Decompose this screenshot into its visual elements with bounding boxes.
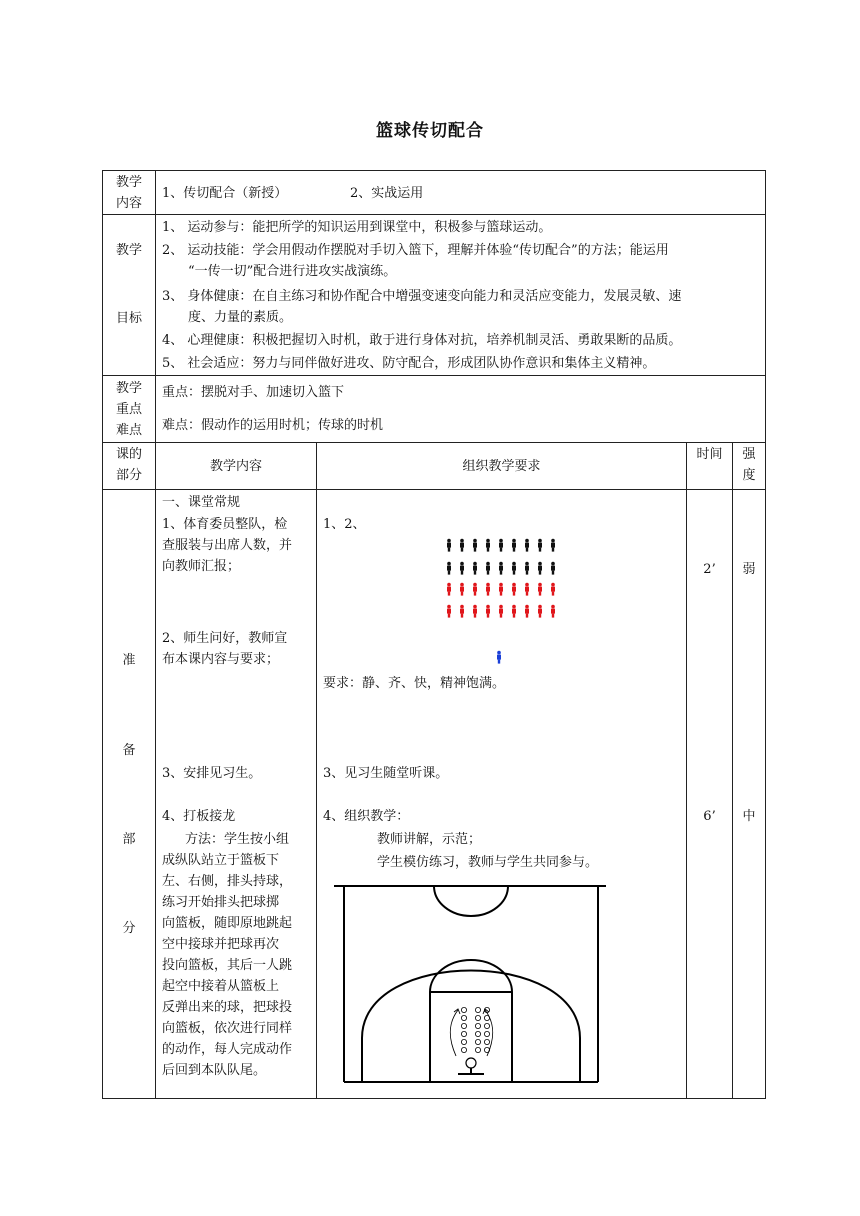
org-step-4-practice: 学生模仿练习，教师与学生共同参与。 (377, 855, 599, 870)
student-figure (447, 539, 451, 552)
header-content: 教学内容 (209, 459, 262, 474)
player-marker (475, 1007, 480, 1012)
student-figure (447, 583, 451, 596)
player-marker (461, 1047, 466, 1052)
student-figure (525, 583, 529, 596)
content-step-1: 1、体育委员整队，检 查服装与出席人数，并 向教师汇报； (162, 517, 293, 574)
student-figure (551, 539, 555, 552)
time-value-1: 2’ (703, 562, 716, 577)
student-figure (525, 539, 529, 552)
student-figure (525, 562, 529, 575)
student-figure (512, 562, 516, 575)
org-step-4-title: 4、组织教学： (323, 809, 410, 824)
student-figure (551, 583, 555, 596)
player-marker (461, 1023, 466, 1028)
key-focus: 重点：摆脱对手、加速切入篮下 (162, 385, 345, 400)
content-step-2: 2、师生问好，教师宣 布本课内容与要求； (162, 631, 288, 667)
time-value-2: 6’ (703, 809, 716, 824)
table-border (102, 1098, 766, 1099)
hoop-icon (466, 1058, 476, 1068)
player-marker (461, 1039, 466, 1044)
player-marker (461, 1007, 466, 1012)
formation-diagram (430, 530, 570, 670)
student-figure (460, 605, 464, 618)
content-step-4-method: 方法：学生按小组 成纵队站立于篮板下 左、右侧，排头持球， 练习开始排头把球掷 向篮板，随即原地跳起 空中接球并把球再次 投向篮板，其后一人跳 起空中接着从篮板上 反弹出来的球，把球投 向篮板，依次进行同样 的动作，每人完成动作 后回到本队队尾。 (162, 832, 293, 1078)
org-step-4-explain: 教师讲解，示范； (377, 832, 482, 847)
goal-item: 5、 社会适应：努力与同伴做好进攻、防守配合，形成团队协作意识和集体主义精神。 (162, 356, 656, 371)
intensity-value-2: 中 (742, 809, 756, 824)
player-marker (475, 1023, 480, 1028)
table-border (155, 170, 156, 1099)
student-figure (486, 605, 490, 618)
student-figure (447, 605, 451, 618)
student-figure (538, 562, 542, 575)
table-border (102, 442, 766, 443)
content-item-2: 2、实战运用 (350, 186, 424, 201)
player-marker (484, 1031, 489, 1036)
goals-label-top: 教学 (115, 243, 142, 258)
table-border (686, 442, 687, 1099)
goal-item: 1、 运动参与：能把所学的知识运用到课堂中，积极参与篮球运动。 (162, 220, 552, 235)
student-figure (512, 605, 516, 618)
org-step-3: 3、见习生随堂听课。 (323, 766, 449, 781)
table-border (765, 170, 766, 1099)
student-figure (538, 539, 542, 552)
table-border (102, 375, 766, 376)
table-border (732, 442, 733, 1099)
student-figure (499, 562, 503, 575)
court-diagram (330, 878, 610, 1090)
player-marker (475, 1015, 480, 1020)
part-char: 分 (122, 921, 136, 936)
goal-item: 2、 运动技能：学会用假动作摆脱对手切入篮下，理解并体验“传切配合”的方法；能运用 “一传一切”配合进行进攻实战演练。 (162, 243, 669, 279)
teacher-figure (497, 651, 501, 664)
player-marker (484, 1039, 489, 1044)
student-figure (486, 583, 490, 596)
student-figure (551, 605, 555, 618)
student-figure (538, 605, 542, 618)
org-step-1-2: 1、2、 (323, 517, 366, 532)
student-figure (499, 583, 503, 596)
content-step-3: 3、安排见习生。 (162, 766, 262, 781)
key-difficulty: 难点：假动作的运用时机；传球的时机 (162, 418, 384, 433)
content-step-4-title: 4、打板接龙 (162, 809, 236, 824)
header-time: 时间 (696, 447, 723, 462)
org-requirement: 要求：静、齐、快，精神饱满。 (323, 676, 506, 691)
student-figure (447, 562, 451, 575)
student-figure (473, 605, 477, 618)
player-marker (484, 1023, 489, 1028)
player-marker (475, 1047, 480, 1052)
page-title: 篮球传切配合 (376, 121, 484, 141)
content-routine-title: 一、课堂常规 (162, 495, 241, 510)
goals-label-bottom: 目标 (115, 311, 142, 326)
student-figure (525, 605, 529, 618)
header-intensity: 强 度 (742, 447, 756, 483)
goal-item: 4、 心理健康：积极把握切入时机，敢于进行身体对抗，培养机制灵活、勇敢果断的品质。 (162, 333, 682, 348)
part-char: 部 (122, 832, 136, 847)
student-figure (460, 562, 464, 575)
student-figure (538, 583, 542, 596)
student-figure (486, 562, 490, 575)
student-figure (460, 583, 464, 596)
student-figure (473, 583, 477, 596)
student-figure (512, 583, 516, 596)
header-part: 课的 部分 (115, 447, 142, 483)
student-figure (499, 605, 503, 618)
intensity-value-1: 弱 (742, 562, 756, 577)
student-figure (473, 562, 477, 575)
goal-item: 3、 身体健康：在自主练习和协作配合中增强变速变向能力和灵活应变能力，发展灵敏、速 度、力量的素质。 (162, 289, 682, 325)
key-points-label: 教学 重点 难点 (115, 381, 142, 438)
table-border (102, 489, 766, 490)
part-char: 备 (122, 743, 136, 758)
header-org: 组织教学要求 (462, 459, 541, 474)
player-marker (475, 1039, 480, 1044)
student-figure (551, 562, 555, 575)
content-item-1: 1、传切配合（新授） (162, 186, 288, 201)
player-marker (475, 1031, 480, 1036)
student-figure (499, 539, 503, 552)
student-figure (460, 539, 464, 552)
part-char: 准 (122, 653, 136, 668)
player-marker (461, 1015, 466, 1020)
student-figure (512, 539, 516, 552)
player-marker (461, 1031, 466, 1036)
student-figure (486, 539, 490, 552)
table-border (102, 170, 766, 171)
student-figure (473, 539, 477, 552)
table-border (102, 214, 766, 215)
content-label: 教学 内容 (115, 175, 142, 211)
table-border (316, 442, 317, 1099)
